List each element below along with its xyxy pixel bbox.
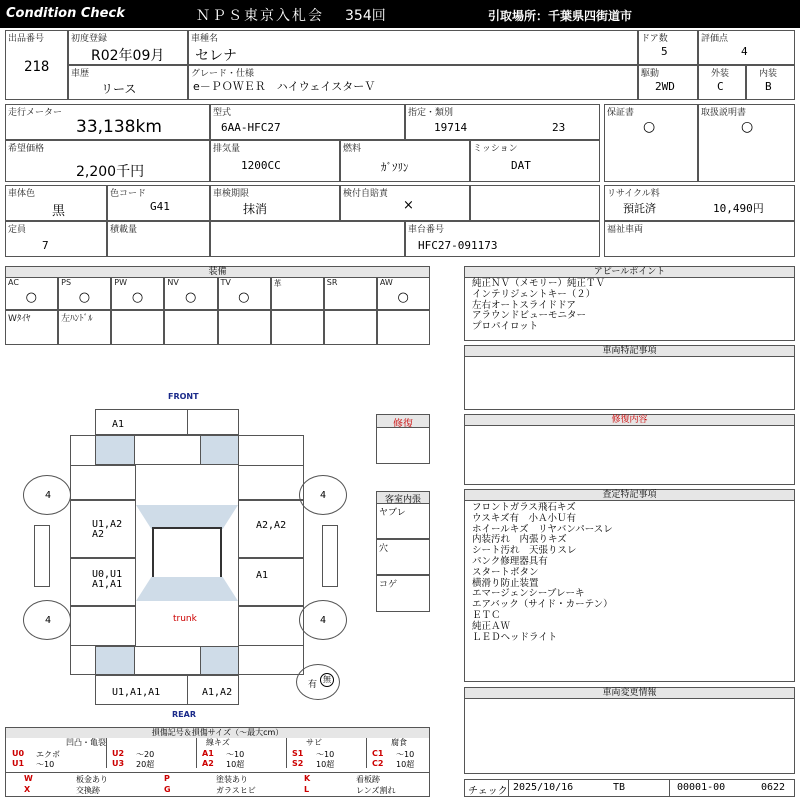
legend-desc: 板金あり <box>76 775 108 784</box>
equipment-key: PS <box>61 278 72 287</box>
manual-label: 取扱説明書 <box>701 108 747 118</box>
color-code-label: 色コード <box>110 189 147 199</box>
car-name-cell <box>188 30 638 65</box>
price-value: 2,200千円 <box>76 164 145 180</box>
car-diagram <box>0 388 375 723</box>
rating-cell <box>698 30 795 65</box>
legend-desc: 看板跡 <box>356 775 380 784</box>
tire-fl-value: 4 <box>45 490 52 501</box>
drive-label: 駆動 <box>641 69 660 79</box>
equipment-cell <box>218 277 271 310</box>
recycle-cell <box>604 185 795 221</box>
cabin-item-label: ヤブレ <box>379 508 406 518</box>
lot-no-cell <box>5 30 68 100</box>
legend-code: U1 <box>12 759 25 768</box>
exterior-value: C <box>717 80 724 93</box>
appeal-line: 左右オートスライドドア <box>472 299 576 311</box>
car-name-label: 車種名 <box>191 34 219 44</box>
inspect-note-line: フロントガラス飛石キズ <box>472 502 576 513</box>
recycle-amount: 10,490円 <box>713 202 764 215</box>
equipment-cell <box>271 277 324 310</box>
welfare-cell <box>604 221 795 257</box>
doors-label: ドア数 <box>641 34 668 44</box>
inspect-note-line: 純正ＡＷ <box>472 620 511 632</box>
chassis-label: 車台番号 <box>408 225 445 235</box>
doors-value: 5 <box>661 45 668 58</box>
chassis-cell <box>405 221 600 257</box>
recycle-label: リサイクル料 <box>607 189 660 199</box>
code1: 00001-00 <box>677 782 726 793</box>
legend-desc: ～10 <box>316 750 335 759</box>
equipment-key: PW <box>114 278 127 287</box>
left-door2-damage: U0,U1 A1,A1 <box>92 569 123 590</box>
exterior-label: 外装 <box>711 69 730 79</box>
repair-content-title: 修復内容 <box>464 414 795 426</box>
equipment-key: AW <box>379 278 393 287</box>
header-bar <box>0 0 800 28</box>
equipment-key: NV <box>167 278 179 287</box>
equipment-cell <box>377 310 430 345</box>
legend-header: 線キズ <box>206 738 230 747</box>
displacement-label: 排気量 <box>213 144 241 154</box>
inspect-note-line: ウスキズ有 小Ａ小Ｕ有 <box>472 512 577 524</box>
equipment-key: 左ﾊﾝﾄﾞﾙ <box>61 314 93 324</box>
tire-rr-value: 4 <box>320 615 327 626</box>
left-mirror <box>34 525 50 587</box>
mission-label: ミッション <box>473 144 518 154</box>
inspect-notes-title: 査定特記事項 <box>464 489 795 501</box>
left-quarter <box>70 606 136 646</box>
rear-left-damage: U1,A1,A1 <box>112 687 161 698</box>
front-label: FRONT <box>168 392 199 401</box>
model-cell <box>210 104 405 140</box>
special-title: 車両特記事項 <box>464 345 795 357</box>
lot-no-label: 出品番号 <box>8 34 45 44</box>
equipment-value: ○ <box>78 290 91 305</box>
first-reg-label: 初度登録 <box>71 34 108 44</box>
right-mirror <box>322 525 338 587</box>
price-label: 希望価格 <box>8 144 45 154</box>
legend-code: X <box>24 785 31 794</box>
load-label: 積載量 <box>110 225 138 235</box>
legend-desc: レンズ割れ <box>356 786 396 795</box>
legend-desc: 10超 <box>226 760 245 769</box>
header-left-label: Condition Check <box>6 6 125 21</box>
header-pickup: 引取場所：千葉県四街道市 <box>488 9 633 23</box>
displacement-value: 1200CC <box>241 159 281 172</box>
grade-cell <box>188 65 638 100</box>
equipment-value: ○ <box>25 290 37 305</box>
legend-desc: 10超 <box>316 760 335 769</box>
manual-cell <box>698 104 795 182</box>
legend-desc: ～10 <box>226 750 245 759</box>
right-door1-damage: A2,A2 <box>256 520 287 531</box>
legend-header: 腐食 <box>391 738 407 747</box>
legend-desc: 10超 <box>396 760 415 769</box>
left-fender <box>70 465 136 500</box>
spare-label: 有 <box>308 680 318 690</box>
right-door2-damage: A1 <box>256 570 269 581</box>
equipment-cell <box>324 277 377 310</box>
grade-value: e－ＰＯＷＥＲ ハイウェイスターＶ <box>193 80 376 93</box>
rating-value: 4 <box>741 45 748 58</box>
legend-code: G <box>164 785 171 794</box>
type-no-value1: 19714 <box>434 121 468 134</box>
equipment-cell <box>111 277 164 310</box>
right-fender <box>238 465 304 500</box>
interior-value: B <box>765 80 772 93</box>
appeal-line: アラウンドビューモニター <box>472 310 587 322</box>
legend-desc: ～10 <box>36 760 55 769</box>
legend-code: L <box>304 785 310 794</box>
mileage-label: 走行メーター <box>8 108 63 118</box>
warranty-cell <box>604 104 698 182</box>
check-label: チェック <box>468 786 508 797</box>
warranty-label: 保証書 <box>607 108 635 118</box>
equipment-value: ○ <box>238 290 250 305</box>
doors-cell <box>638 30 698 65</box>
inspect-note-line: ＥＴＣ <box>472 609 501 621</box>
legend-code: A2 <box>202 759 214 768</box>
equipment-cell <box>58 310 111 345</box>
first-reg-value: R02年09月 <box>91 48 165 64</box>
equipment-key: TV <box>220 278 231 287</box>
legend-code: S2 <box>292 759 304 768</box>
inspect-note-line: エマージェンシーブレーキ <box>472 588 585 600</box>
cabin-item-1 <box>376 503 430 539</box>
inspect-note-line: ホイールキズ リヤバンパースレ <box>472 523 613 535</box>
drive-cell <box>638 65 698 100</box>
type-no-label: 指定・類別 <box>408 108 454 118</box>
capacity-cell <box>5 221 107 257</box>
inspect-note-line: エアバック（サイド・カーテン） <box>472 599 613 611</box>
legend-desc: ～20 <box>136 750 155 759</box>
type-no-cell <box>405 104 600 140</box>
equipment-key: SR <box>326 278 338 287</box>
equipment-key: AC <box>8 278 19 287</box>
legend-desc: ～10 <box>396 750 415 759</box>
exterior-cell <box>698 65 746 100</box>
liability-cell <box>340 185 470 221</box>
blank-cell-2 <box>210 221 405 257</box>
equipment-grid <box>5 277 430 345</box>
inspect-note-line: スタートボタン <box>472 566 539 578</box>
welfare-label: 福祉車両 <box>607 225 644 235</box>
mission-value: DAT <box>511 159 531 172</box>
equipment-title: 装備 <box>5 266 430 278</box>
equipment-cell <box>271 310 324 345</box>
inspector: TB <box>613 782 626 793</box>
equipment-cell <box>5 277 58 310</box>
body-color-value: 黒 <box>52 204 66 219</box>
repair-box <box>376 427 430 464</box>
cabin-item-label: コゲ <box>379 580 398 590</box>
right-quarter <box>238 606 304 646</box>
inspection-label: 車検期限 <box>213 189 250 199</box>
legend-desc: 交換跡 <box>76 786 100 795</box>
legend-desc: 20超 <box>136 760 155 769</box>
mission-cell <box>470 140 600 182</box>
inspect-note-line: 横滑り防止装置 <box>472 577 539 589</box>
grade-label: グレード・仕様 <box>191 69 255 79</box>
inspect-note-line: パンク修理器具有 <box>472 555 548 567</box>
rear-right-damage: A1,A2 <box>202 687 233 698</box>
appeal-line: 純正ＮＶ（メモリー）純正ＴＶ <box>472 278 606 289</box>
first-reg-cell <box>68 30 188 65</box>
appeal-line: インテリジェントキー（２） <box>472 288 596 300</box>
roof <box>152 527 222 579</box>
appeal-title: アピールポイント <box>464 266 795 278</box>
equipment-cell <box>218 310 271 345</box>
legend-code: C2 <box>372 759 384 768</box>
header-session: 354回 <box>345 8 386 24</box>
legend-header: 凹凸・亀裂 <box>66 738 106 747</box>
color-code-cell <box>107 185 210 221</box>
legend-desc: エクボ <box>36 750 60 759</box>
cabin-item-3 <box>376 575 430 612</box>
rating-label: 評価点 <box>701 34 729 44</box>
equipment-cell <box>58 277 111 310</box>
legend-code: U0 <box>12 749 25 758</box>
cabin-item-label: 穴 <box>379 544 389 554</box>
lot-no-value: 218 <box>24 59 50 75</box>
fuel-label: 燃料 <box>343 144 362 154</box>
type-no-value2: 23 <box>552 121 566 134</box>
legend-code: U3 <box>112 759 125 768</box>
left-door1-damage: U1,A2 A2 <box>92 519 123 540</box>
inspect-notes-body <box>464 500 795 682</box>
inspection-cell <box>210 185 340 221</box>
recycle-status: 預託済 <box>623 202 656 215</box>
change-info-body <box>464 698 795 774</box>
legend <box>5 727 430 797</box>
footer-bar <box>464 779 795 797</box>
warranty-value: ○ <box>643 119 656 135</box>
interior-label: 内装 <box>759 69 778 79</box>
body-color-label: 車体色 <box>8 189 36 199</box>
capacity-value: 7 <box>42 239 49 252</box>
legend-title: 損傷記号＆損傷サイズ（～最大cm） <box>6 728 429 738</box>
history-cell <box>68 65 188 100</box>
interior-cell <box>746 65 795 100</box>
spare-mark: 無 <box>320 673 334 687</box>
body-color-cell <box>5 185 107 221</box>
legend-code: A1 <box>202 749 214 758</box>
inspect-note-line: シート汚れ 天張りスレ <box>472 545 577 557</box>
inspection-value: 抹消 <box>243 202 268 216</box>
equipment-cell <box>5 310 58 345</box>
equipment-key: 革 <box>273 279 282 288</box>
capacity-label: 定員 <box>8 225 27 235</box>
equipment-cell <box>377 277 430 310</box>
equipment-cell <box>164 277 217 310</box>
mileage-cell <box>5 104 210 140</box>
manual-value: ○ <box>741 119 754 135</box>
tire-fr-value: 4 <box>320 490 327 501</box>
appeal-body <box>464 277 795 341</box>
blank-cell <box>470 185 600 221</box>
legend-code: S1 <box>292 749 304 758</box>
equipment-key: Wﾀｲﾔ <box>8 314 31 324</box>
legend-code: P <box>164 774 170 783</box>
equipment-cell <box>111 310 164 345</box>
legend-code: C1 <box>372 749 384 758</box>
chassis-value: HFC27-091173 <box>418 239 498 252</box>
legend-code: W <box>24 774 33 783</box>
inspect-note-line: ＬＥＤヘッドライト <box>472 631 558 643</box>
tire-rl-value: 4 <box>45 615 52 626</box>
legend-code: K <box>304 774 311 783</box>
legend-desc: 塗装あり <box>216 775 248 784</box>
special-body <box>464 356 795 410</box>
load-cell <box>107 221 210 257</box>
model-label: 型式 <box>213 108 232 118</box>
rear-label: REAR <box>172 710 196 719</box>
trunk-label: trunk <box>173 614 197 624</box>
legend-code: U2 <box>112 749 125 758</box>
cabin-item-2 <box>376 539 430 575</box>
repair-content-body <box>464 425 795 485</box>
color-code-value: G41 <box>150 200 170 213</box>
price-cell <box>5 140 210 182</box>
legend-desc: ガラスヒビ <box>216 786 256 795</box>
check-date: 2025/10/16 <box>513 782 574 793</box>
inspect-note-line: 内装汚れ 内張りキズ <box>472 534 567 546</box>
right-rear-door <box>238 558 304 606</box>
equipment-value: ○ <box>184 290 197 305</box>
top-label: A1 <box>112 419 125 430</box>
legend-rows <box>6 748 429 796</box>
equipment-cell <box>324 310 377 345</box>
mileage-value: 33,138km <box>76 117 162 137</box>
drive-value: 2WD <box>655 80 675 93</box>
liability-label: 検付自賠責 <box>343 189 389 199</box>
history-label: 車歴 <box>71 69 90 79</box>
fuel-cell <box>340 140 470 182</box>
change-info-title: 車両変更情報 <box>464 687 795 699</box>
repair-label: 修復 <box>376 414 430 428</box>
liability-value: × <box>403 198 414 213</box>
equipment-cell <box>164 310 217 345</box>
code2: 0622 <box>761 782 786 793</box>
equipment-value: ○ <box>131 290 144 305</box>
fuel-value: ｶﾞｿﾘﾝ <box>381 161 409 174</box>
equipment-value: ○ <box>397 290 409 305</box>
history-value: リース <box>101 82 137 96</box>
legend-header: サビ <box>306 738 322 747</box>
header-title: ＮＰＳ東京入札会 <box>196 8 324 24</box>
model-value: 6AA-HFC27 <box>221 121 281 134</box>
displacement-cell <box>210 140 340 182</box>
cabin-label: 客室内張 <box>376 491 430 504</box>
appeal-line: プロパイロット <box>472 321 539 333</box>
car-name-value: セレナ <box>195 48 237 64</box>
